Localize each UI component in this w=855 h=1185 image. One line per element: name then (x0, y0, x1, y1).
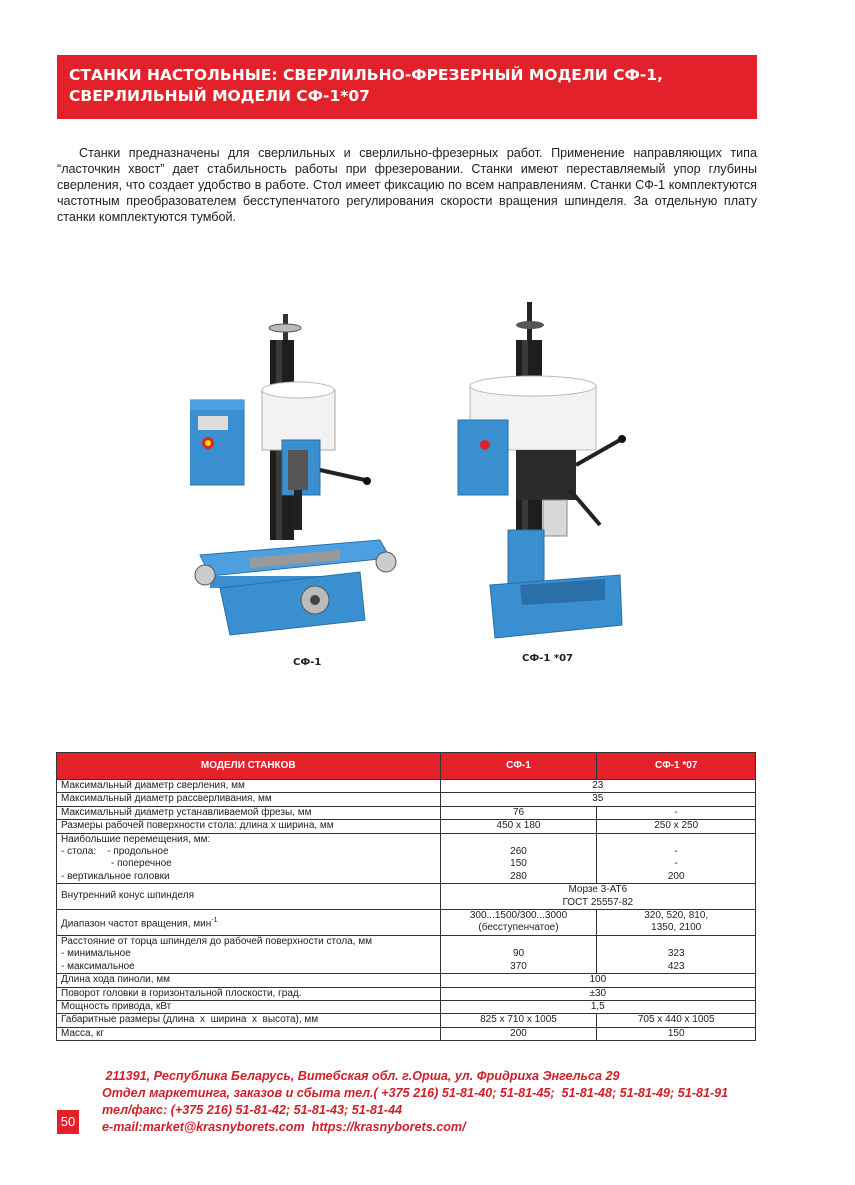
row-value-sf1-07: 705 х 440 х 1005 (597, 1014, 756, 1027)
value-line: - (674, 858, 678, 870)
machine-sf1-07-image (450, 300, 640, 645)
table-row (57, 935, 756, 973)
row-label-line: Наибольшие перемещения, мм: (61, 833, 211, 845)
row-label (57, 935, 441, 973)
value-line: (бесступенчатое) (478, 922, 559, 934)
row-label: Внутренний конус шпинделя (57, 884, 441, 910)
value-line: 150 (510, 858, 527, 870)
table-row (57, 974, 756, 987)
row-value: 35 (440, 793, 755, 806)
row-label (57, 910, 441, 936)
table-row (57, 910, 756, 936)
value-line: 280 (510, 870, 527, 882)
value-line: 90 (512, 948, 525, 960)
contact-footer (102, 1068, 822, 1136)
row-value-sf1 (440, 833, 597, 884)
value-line: Морзе 3-АТ6 (568, 884, 628, 896)
email-link[interactable]: e-mail:market@krasnyborets.com https://krasnyborets.com/ (102, 1120, 466, 1134)
table-row (57, 1000, 756, 1013)
header-sf1: СФ-1 (440, 753, 597, 780)
row-label: Масса, кг (57, 1027, 441, 1040)
row-label-line: - стола: - продольное (61, 846, 169, 858)
title-bar (57, 55, 757, 119)
table-row (57, 820, 756, 833)
row-value-sf1-07: - (597, 806, 756, 819)
fax-line: тел/факс: (+375 216) 51-81-42; 51-81-43; 51-81-44 (102, 1103, 403, 1117)
row-label-line: - поперечное (111, 858, 172, 870)
row-value-sf1-07: 250 х 250 (597, 820, 756, 833)
row-label: Габаритные размеры (длина х ширина х высота), мм (57, 1014, 441, 1027)
value-line: 1350, 2100 (651, 922, 702, 934)
row-label: Максимальный диаметр сверления, мм (57, 780, 441, 793)
header-models: МОДЕЛИ СТАНКОВ (57, 753, 441, 780)
value-line: ГОСТ 25557-82 (562, 896, 634, 908)
row-label (57, 833, 441, 884)
row-value-sf1: 450 х 180 (440, 820, 597, 833)
table-row (57, 833, 756, 884)
table-row (57, 987, 756, 1000)
table-row (57, 780, 756, 793)
value-line: 423 (667, 960, 685, 972)
value-line: - (674, 846, 678, 858)
title-line-2: СВЕРЛИЛЬНЫЙ МОДЕЛИ СФ-1*07 (69, 87, 370, 105)
row-value-sf1: 76 (440, 806, 597, 819)
spec-table (56, 752, 756, 1041)
row-value-sf1-07: 150 (597, 1027, 756, 1040)
value-line: 300...1500/300...3000 (469, 910, 568, 922)
row-value-sf1-07 (597, 935, 756, 973)
row-label: Длина хода пиноли, мм (57, 974, 441, 987)
row-label: Максимальный диаметр устанавливаемой фрезы, мм (57, 806, 441, 819)
row-value-sf1-07 (597, 833, 756, 884)
table-row (57, 806, 756, 819)
row-value: 100 (440, 974, 755, 987)
table-header-row (57, 753, 756, 780)
value-line: 200 (667, 870, 685, 882)
table-row (57, 1014, 756, 1027)
caption-sf1: СФ-1 (293, 657, 322, 668)
row-value: ±30 (440, 987, 755, 1000)
row-label: Размеры рабочей поверхности стола: длина х ширина, мм (57, 820, 441, 833)
row-label-line: Расстояние от торца шпинделя до рабочей поверхности стола, мм (61, 935, 373, 947)
value-line: 370 (510, 960, 527, 972)
title-line-1: СТАНКИ НАСТОЛЬНЫЕ: СВЕРЛИЛЬНО-ФРЕЗЕРНЫЙ МОДЕЛИ СФ-1, (69, 66, 663, 84)
row-value: 23 (440, 780, 755, 793)
value-line: 323 (667, 948, 685, 960)
row-label-sup: -1 (211, 916, 218, 924)
table-row (57, 884, 756, 910)
row-label: Максимальный диаметр рассверливания, мм (57, 793, 441, 806)
row-label-line: - максимальное (61, 960, 135, 972)
phone-line: Отдел маркетинга, заказов и сбыта тел.( +375 216) 51-81-40; 51-81-45; 51-81-48; 51-81-49; 51-81-91 (102, 1086, 729, 1100)
row-value-sf1: 825 х 710 х 1005 (440, 1014, 597, 1027)
header-sf1-07: СФ-1 *07 (597, 753, 756, 780)
row-value-sf1-07 (597, 910, 756, 936)
page-number: 50 (57, 1110, 79, 1134)
machine-sf1-image (190, 300, 420, 645)
caption-sf1-07: СФ-1 *07 (522, 653, 573, 664)
row-label-line: - вертикальное головки (61, 870, 170, 882)
row-label: Поворот головки в горизонтальной плоскости, град. (57, 987, 441, 1000)
row-label-line: - минимальное (61, 948, 131, 960)
table-row (57, 793, 756, 806)
row-value (440, 884, 755, 910)
row-value-sf1 (440, 935, 597, 973)
value-line: 320, 520, 810, (644, 910, 709, 922)
value-line: 260 (510, 846, 527, 858)
intro-paragraph: Станки предназначены для сверлильных и сверлильно-фрезерных работ. Применение направляющих типа “ласточкин хвост” дает стабильность работы при фрезеровании. Станки имеют переставляемый упор глубины сверления, что создает удобство в работе. Стол имеет фиксацию по всем направлениям. Станки СФ-1 комплектуются частотным преобразователем бесступенчатого регулирования скорости вращения шпинделя. За отдельную плату станки комплектуются тумбой. (57, 146, 757, 224)
row-value: 1,5 (440, 1000, 755, 1013)
row-label: Мощность привода, кВт (57, 1000, 441, 1013)
row-label-text: Диапазон частот вращения, мин (61, 917, 212, 929)
row-value-sf1 (440, 910, 597, 936)
address-line: 211391, Республика Беларусь, Витебская обл. г.Орша, ул. Фридриха Энгельса 29 (102, 1069, 620, 1083)
row-value-sf1: 200 (440, 1027, 597, 1040)
table-row (57, 1027, 756, 1040)
